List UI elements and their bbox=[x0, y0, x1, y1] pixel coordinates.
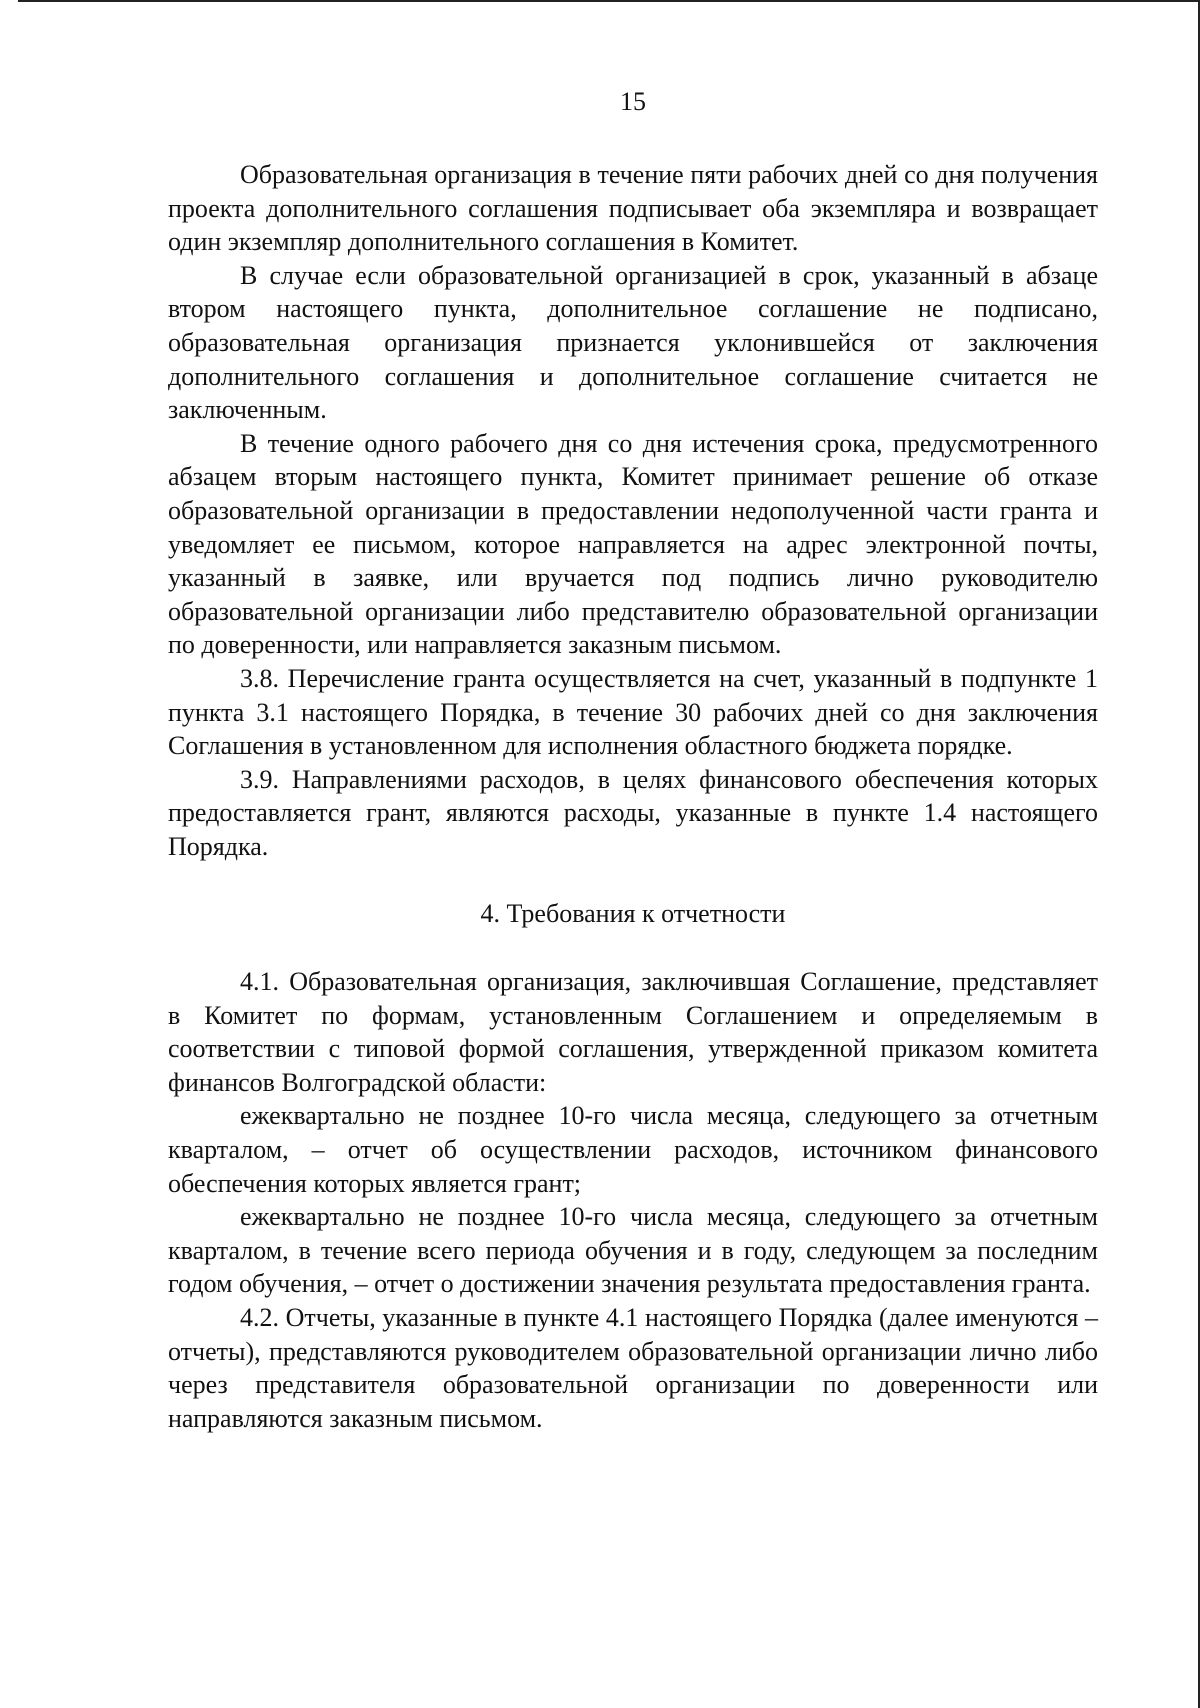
paragraph-committee-decision: В течение одного рабочего дня со дня истечения срока, предусмотренного абзацем вторым настоящего пункта, Комитет принимает решение об отказе образовательной организации в предоставлении недополученной части гранта и уведомляет ее письмом, которое направляется на адрес электронной почты, указанный в заявке, или вручается под подпись лично руководителю образовательной организации либо представителю образовательной организации по доверенности, или направляется заказным письмом. bbox=[168, 428, 1098, 660]
paragraph-4-2: 4.2. Отчеты, указанные в пункте 4.1 настоящего Порядка (далее именуются – отчеты), представляются руководителем образовательной организации лично либо через представителя образовательной организации по доверенности или направляются заказным письмом. bbox=[168, 1303, 1098, 1433]
paragraph-signing-deadline: Образовательная организация в течение пяти рабочих дней со дня получения проекта дополнительного соглашения подписывает оба экземпляра и возвращает один экземпляр дополнительного соглашения в Комитет. bbox=[168, 160, 1098, 257]
paragraph-3-8: 3.8. Перечисление гранта осуществляется на счет, указанный в подпункте 1 пункта 3.1 настоящего Порядка, в течение 30 рабочих дней со дня заключения Соглашения в установленном для исполнения областного бюджета порядке. bbox=[168, 663, 1098, 761]
paragraph-4-1: 4.1. Образовательная организация, заключившая Соглашение, представляет в Комитет по формам, установленным Соглашением и определяемым в соответствии с типовой формой соглашения, утвержденной приказом комитета финансов Волгоградской области: bbox=[168, 967, 1098, 1097]
paragraph-quarterly-expense-report: ежеквартально не позднее 10-го числа месяца, следующего за отчетным кварталом, – отчет об осуществлении расходов, источником финансового обеспечения которых является грант; bbox=[168, 1101, 1098, 1198]
paragraph-refusal-to-sign: В случае если образовательной организацией в срок, указанный в абзаце втором настоящего пункта, дополнительное соглашение не подписано, образовательная организация признается уклонившейся от заключения дополнительного соглашения и дополнительное соглашение считается не заключенным. bbox=[168, 260, 1098, 425]
section-heading: 4. Требования к отчетности bbox=[480, 899, 786, 929]
document-body bbox=[168, 82, 1098, 1435]
scan-edge-top bbox=[18, 0, 1200, 2]
paragraph-quarterly-result-report: ежеквартально не позднее 10-го числа месяца, следующего за отчетным кварталом, в течение всего периода обучения и в году, следующем за последним годом обучения, – отчет о достижении значения результата предоставления гранта. bbox=[168, 1202, 1098, 1299]
page-number: 15 bbox=[620, 87, 646, 116]
paragraph-3-9: 3.9. Направлениями расходов, в целях финансового обеспечения которых предоставляется грант, являются расходы, указанные в пункте 1.4 настоящего Порядка. bbox=[168, 764, 1098, 861]
